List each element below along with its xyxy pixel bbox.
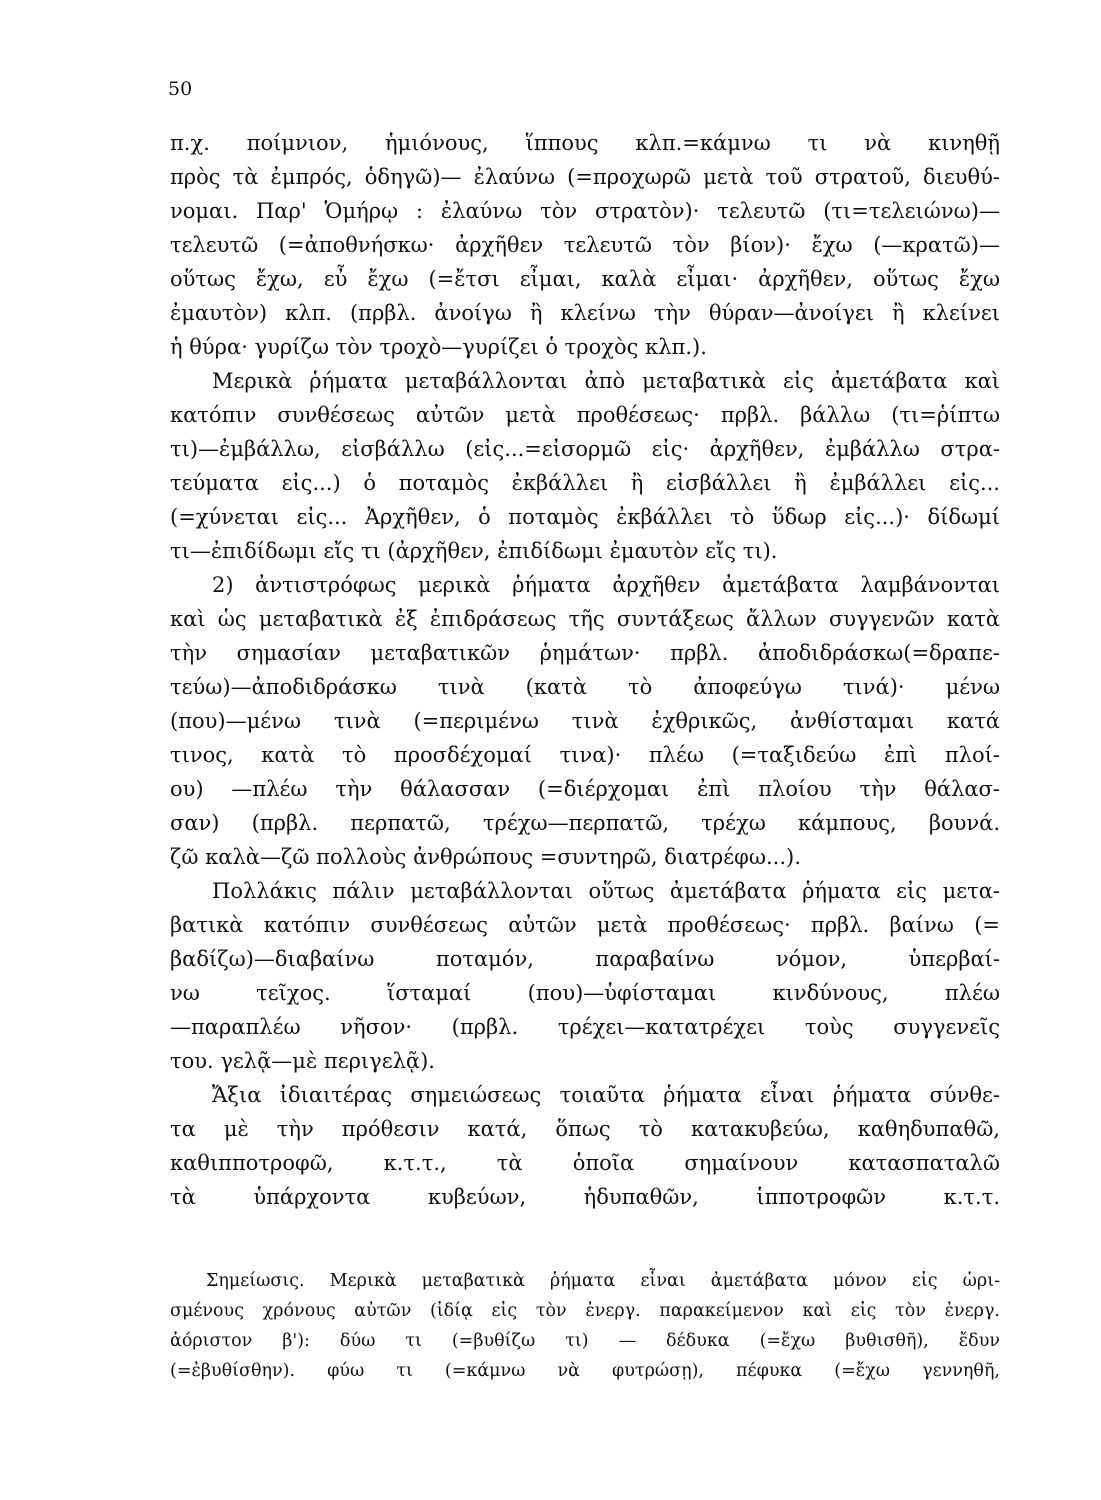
- text-line: πρὸς τὰ ἐμπρός, ὁδηγῶ)— ἐλαύνω (=προχωρῶ μετὰ τοῦ στρατοῦ, διευθύ-: [170, 165, 1000, 189]
- text-line: τελευτῶ (=ἀποθνήσκω· ἀρχῆθεν τελευτῶ τὸν βίον)· ἔχω (—κρατῶ)—: [170, 233, 1000, 257]
- text-line: κατόπιν συνθέσεως αὐτῶν μετὰ προθέσεως· πρβλ. βάλλω (τι=ῥίπτω: [170, 403, 1000, 427]
- text-line: ου) —πλέω τὴν θάλασσαν (=διέρχομαι ἐπὶ πλοίου τὴν θάλασ-: [170, 777, 1000, 801]
- text-line: (που)—μένω τινὰ (=περιμένω τινὰ ἐχθρικῶς, ἀνθίσταμαι κατά: [170, 709, 1000, 733]
- text-line: π.χ. ποίμνιον, ἡμιόνους, ἵππους κλπ.=κάμνω τι νὰ κινηθῇ: [170, 131, 1000, 155]
- text-line: τὰ ὑπάρχοντα κυβεύων, ἡδυπαθῶν, ἱπποτροφῶν κ.τ.τ.: [170, 1185, 1000, 1209]
- text-line: βατικὰ κατόπιν συνθέσεως αὐτῶν μετὰ προθέσεως· πρβλ. βαίνω (=: [170, 913, 1000, 937]
- text-line: του. γελᾷ—μὲ περιγελᾷ).: [170, 1049, 435, 1073]
- text-line: τεύματα εἰς...) ὁ ποταμὸς ἐκβάλλει ἢ εἰσβάλλει ἢ ἐμβάλλει εἰς...: [170, 471, 1000, 495]
- text-line: νομαι. Παρ' Ὁμήρῳ : ἐλαύνω τὸν στρατὸν)· τελευτῶ (τι=τελειώνω)—: [170, 199, 1000, 223]
- text-line: τεύω)—ἀποδιδράσκω τινὰ (κατὰ τὸ ἀποφεύγω τινά)· μένω: [170, 675, 1000, 699]
- text-line: —παραπλέω νῆσον· (πρβλ. τρέχει—κατατρέχει τοὺς συγγενεῖς: [170, 1015, 1000, 1039]
- text-line: ζῶ καλὰ—ζῶ πολλοὺς ἀνθρώπους =συντηρῶ, διατρέφω...).: [170, 845, 801, 869]
- text-line: οὕτως ἔχω, εὖ ἔχω (=ἔτσι εἶμαι, καλὰ εἶμαι· ἀρχῆθεν, οὕτως ἔχω: [170, 267, 1000, 291]
- text-line: σαν) (πρβλ. περπατῶ, τρέχω—περπατῶ, τρέχω κάμπους, βουνά.: [170, 811, 1000, 835]
- text-line: Πολλάκις πάλιν μεταβάλλονται οὕτως ἀμετάβατα ῥήματα εἰς μετα-: [212, 879, 1000, 903]
- text-line: καθιπποτροφῶ, κ.τ.τ., τὰ ὁποῖα σημαίνουν κατασπαταλῶ: [170, 1151, 1000, 1175]
- footnote-block: [170, 1266, 1000, 1386]
- note-line: σμένους χρόνους αὐτῶν (ἰδίᾳ εἰς τὸν ἐνεργ. παρακείμενον καὶ εἰς τὸν ἐνεργ.: [170, 1301, 1000, 1321]
- page-number: 50: [168, 78, 193, 100]
- note-line: Σημείωσις. Μερικὰ μεταβατικὰ ῥήματα εἶναι ἀμετάβατα μόνον εἰς ὡρι-: [206, 1271, 1000, 1291]
- text-line: τι)—ἐμβάλλω, εἰσβάλλω (εἰς...=εἰσορμῶ εἰς· ἀρχῆθεν, ἐμβάλλω στρα-: [170, 437, 1000, 461]
- text-line: καὶ ὡς μεταβατικὰ ἐξ ἐπιδράσεως τῆς συντάξεως ἄλλων συγγενῶν κατὰ: [170, 607, 1000, 631]
- note-line: (=ἐβυθίσθην). φύω τι (=κάμνω νὰ φυτρώσῃ), πέφυκα (=ἔχω γεννηθῆ,: [170, 1361, 1000, 1381]
- text-line: νω τεῖχος. ἵσταμαί (που)—ὑφίσταμαι κινδύνους, πλέω: [170, 981, 1000, 1005]
- body-text: [170, 126, 1000, 1214]
- text-line: (=χύνεται εἰς... Ἀρχῆθεν, ὁ ποταμὸς ἐκβάλλει τὸ ὕδωρ εἰς...)· δίδωμί: [170, 505, 1000, 529]
- text-line: τὴν σημασίαν μεταβατικῶν ῥημάτων· πρβλ. ἀποδιδράσκω(=δραπε-: [170, 641, 1000, 665]
- text-line: ἐμαυτὸν) κλπ. (πρβλ. ἀνοίγω ἢ κλείνω τὴν θύραν—ἀνοίγει ἢ κλείνει: [170, 301, 1000, 325]
- text-line: ἡ θύρα· γυρίζω τὸν τροχὸ—γυρίζει ὁ τροχὸς κλπ.).: [170, 335, 707, 359]
- text-line: τι—ἐπιδίδωμι εἴς τι (ἀρχῆθεν, ἐπιδίδωμι ἐμαυτὸν εἴς τι).: [170, 539, 778, 563]
- text-line: Μερικὰ ῥήματα μεταβάλλονται ἀπὸ μεταβατικὰ εἰς ἀμετάβατα καὶ: [212, 369, 1000, 393]
- text-line: βαδίζω)—διαβαίνω ποταμόν, παραβαίνω νόμον, ὑπερβαί-: [170, 947, 1000, 971]
- note-line: ἀόριστον β'): δύω τι (=βυθίζω τι) — δέδυκα (=ἔχω βυθισθῆ), ἔδυν: [170, 1331, 1000, 1351]
- text-line: τινος, κατὰ τὸ προσδέχομαί τινα)· πλέω (=ταξιδεύω ἐπὶ πλοί-: [170, 743, 1000, 767]
- text-line: τα μὲ τὴν πρόθεσιν κατά, ὅπως τὸ κατακυβεύω, καθηδυπαθῶ,: [170, 1117, 1000, 1141]
- text-line: 2) ἀντιστρόφως μερικὰ ῥήματα ἀρχῆθεν ἀμετάβατα λαμβάνονται: [212, 573, 1000, 597]
- text-line: Ἄξια ἰδιαιτέρας σημειώσεως τοιαῦτα ῥήματα εἶναι ῥήματα σύνθε-: [212, 1083, 1000, 1107]
